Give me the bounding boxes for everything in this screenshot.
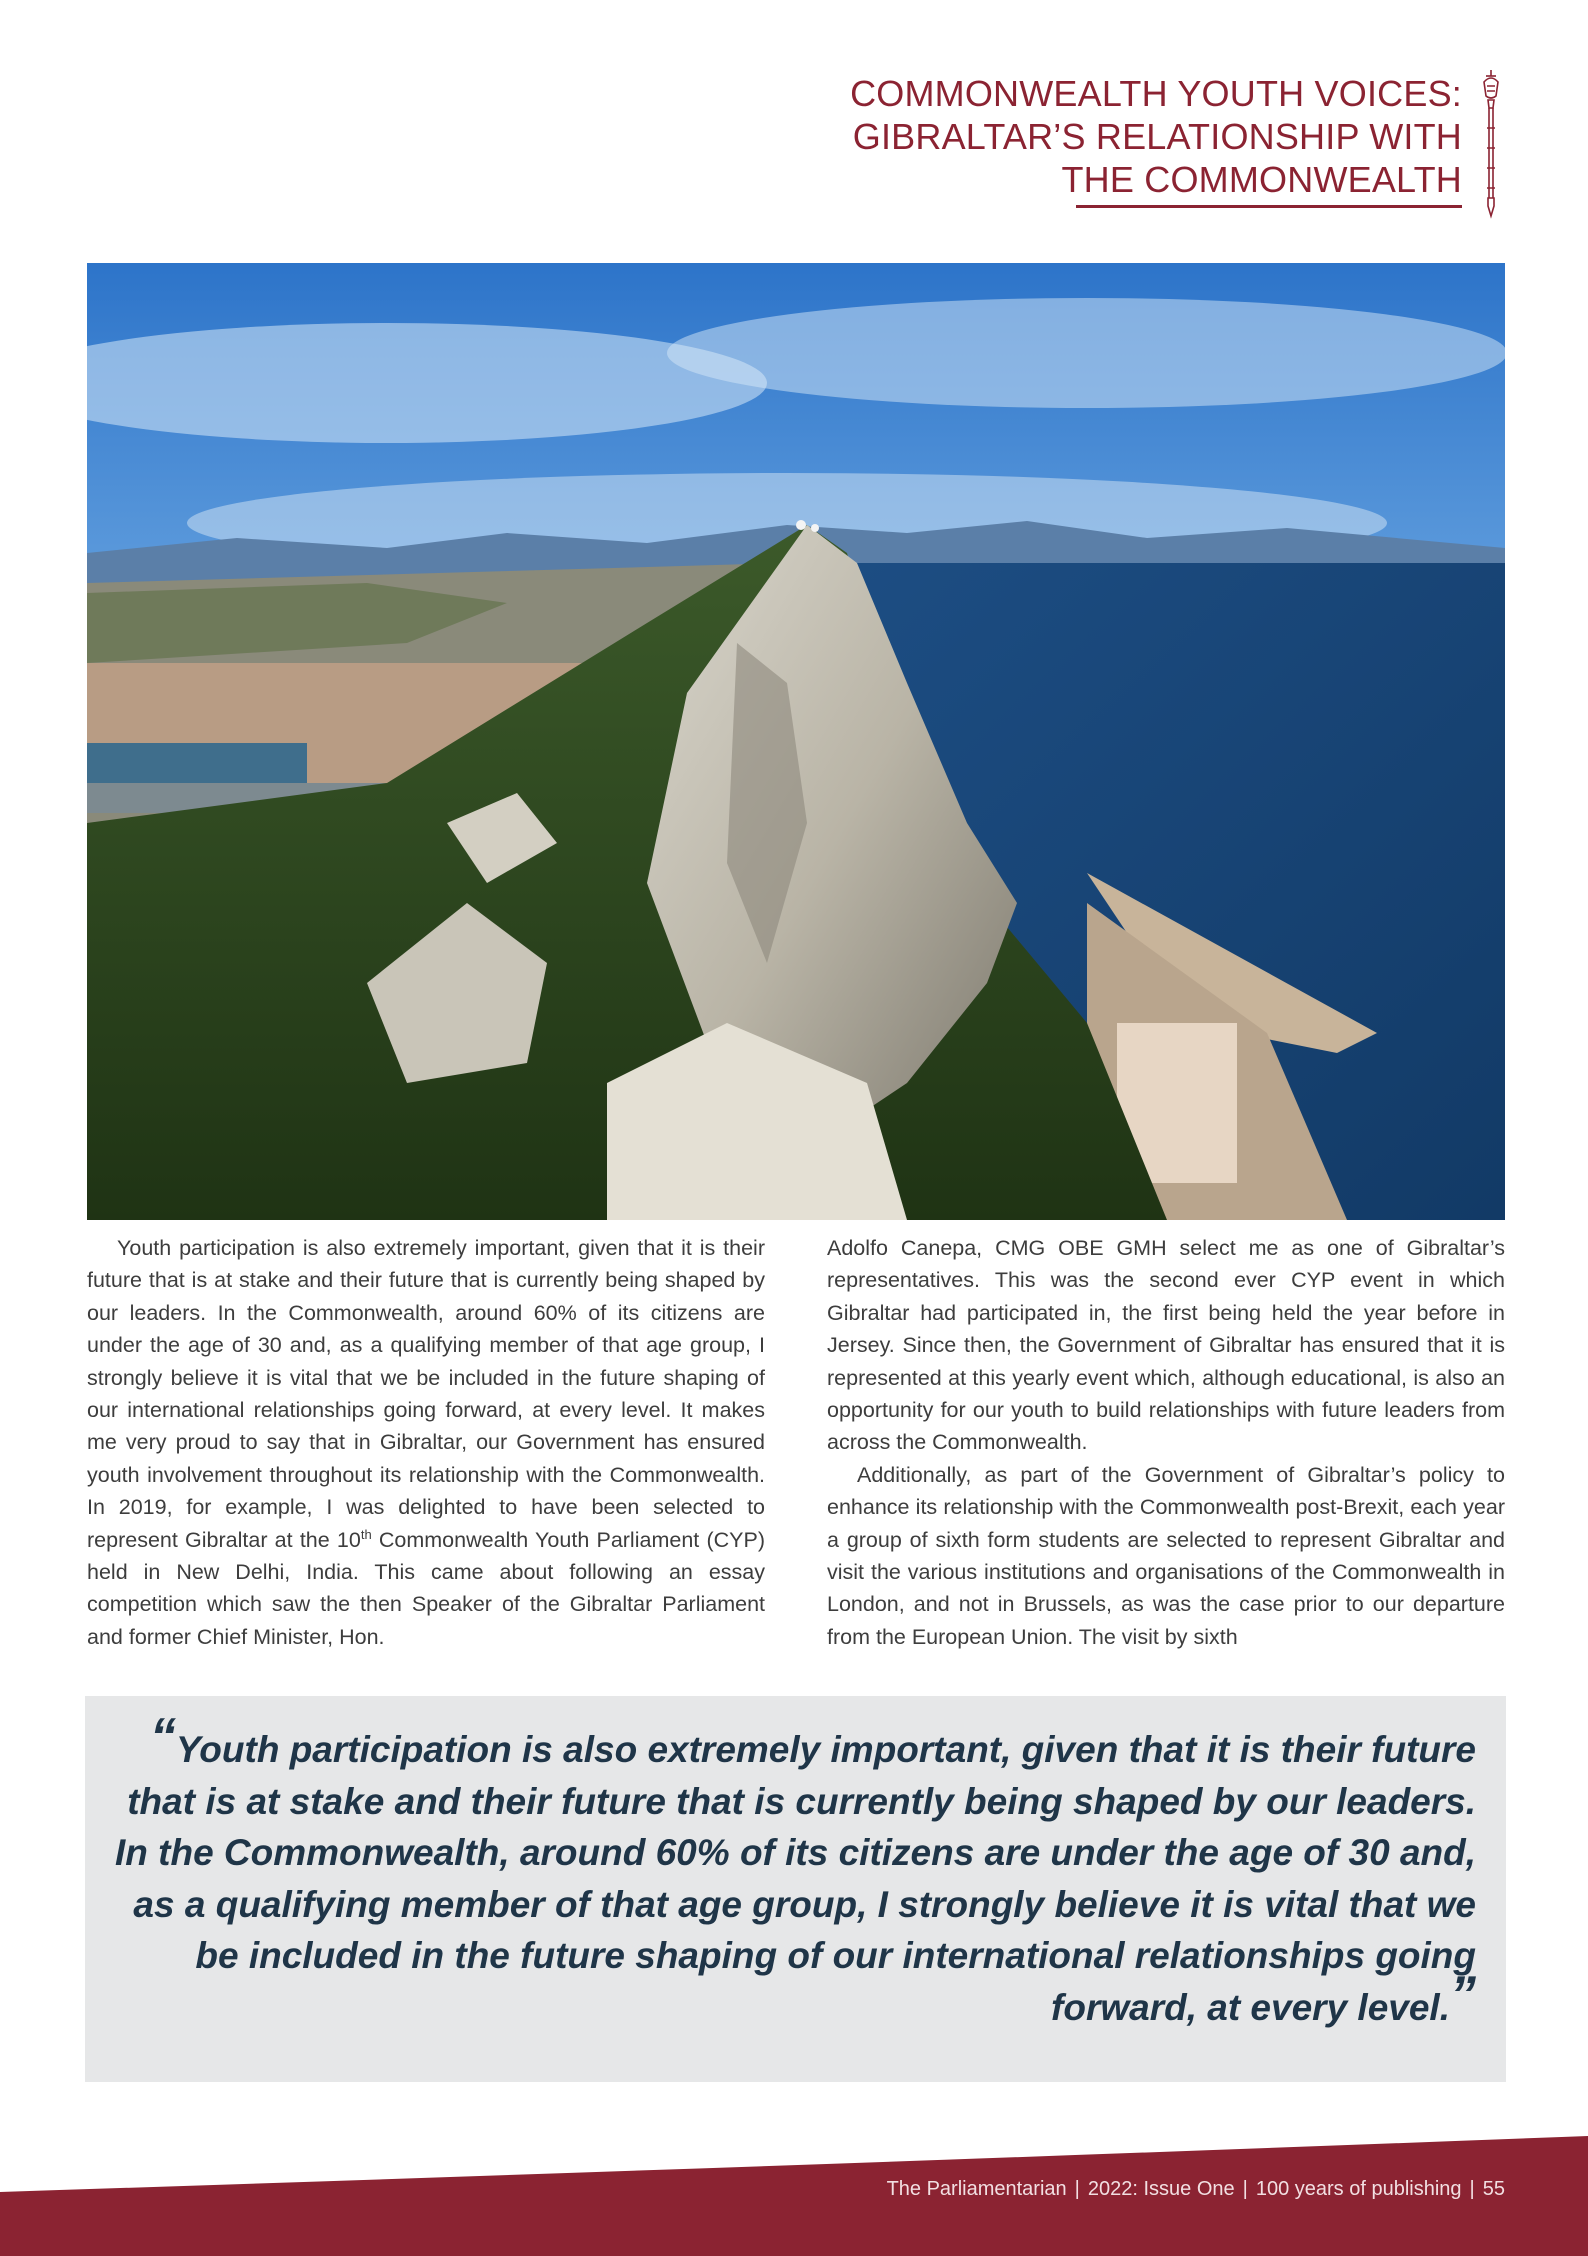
header-title-line-3: THE COMMONWEALTH (1061, 159, 1462, 200)
article-header (850, 72, 1462, 201)
header-title-line-2: GIBRALTAR’S RELATIONSHIP WITH (852, 116, 1462, 157)
body-column-right (827, 1232, 1505, 1653)
issue-label: 2022: Issue One (1087, 2178, 1235, 2200)
footer-separator: | (1469, 2178, 1475, 2200)
body-paragraph (87, 1232, 765, 1653)
pull-quote-text (96, 1708, 1476, 2033)
body-text-segment: Commonwealth Youth Parliament (CYP) held in New Delhi, India. This came about following an essay competition which saw the then Speaker of the Gibraltar Parliament and former Chief Minister, Hon. (87, 1527, 765, 1649)
body-paragraph: Adolfo Canepa, CMG OBE GMH select me as one of Gibraltar’s representatives. This was the second ever CYP event in which Gibraltar had participated in, the first being held the year before in Jersey. Since then, the Government of Gibraltar has ensured that it is represented at this yearly event which, although educational, is also an opportunity for our youth to build relationships with future leaders from across the Commonwealth. (827, 1236, 1505, 1455)
body-column-left (87, 1232, 765, 1653)
body-paragraph: Additionally, as part of the Government of Gibraltar’s policy to enhance its relationship with the Commonwealth post-Brexit, each year a group of sixth form students are selected to represent Gibraltar and visit the various institutions and organisations of the Commonwealth in London, and not in Brussels, as was the case prior to our departure from the European Union. The visit by sixth (827, 1462, 1505, 1649)
mace-icon (1478, 68, 1504, 220)
close-quote-mark: ” (1450, 1965, 1476, 2024)
header-underline (1076, 205, 1462, 208)
publication-name: The Parliamentarian (886, 2178, 1067, 2200)
header-title-line-1: COMMONWEALTH YOUTH VOICES: (850, 73, 1462, 114)
gibraltar-rock-photo (87, 263, 1505, 1220)
pull-quote-body: Youth participation is also extremely important, given that it is their future that is at stake and their future that is currently being shaped by our leaders. In the Commonwealth, around 60% of its citizens are under the age of 30 and, as a qualifying member of that age group, I strongly believe it is vital that we be included in the future shaping of our international relationships going forward, at every level. (114, 1729, 1476, 2028)
landscape-illustration (87, 263, 1505, 1220)
footer-credits (887, 2178, 1505, 2201)
page-number: 55 (1482, 2178, 1505, 2200)
footer-separator: | (1242, 2178, 1248, 2200)
pull-quote (85, 1696, 1506, 2082)
publication-tagline: 100 years of publishing (1255, 2178, 1462, 2200)
body-text-segment: Youth participation is also extremely important, given that it is their future that is at stake and their future that is currently being shaped by our leaders. In the Commonwealth, around 60% of its citizens are under the age of 30 and, as a qualifying member of that age group, I strongly believe it is vital that we be included in the future shaping of our international relationships going forward, at every level. It makes me very proud to say that in Gibraltar, our Government has ensured youth involvement throughout its relationship with the Commonwealth. In 2019, for example, I was delighted to have been selected to represent Gibraltar at the 10 (87, 1236, 765, 1552)
footer-band (0, 2096, 1588, 2256)
open-quote-mark: “ (149, 1708, 176, 1766)
ordinal-suffix: th (360, 1526, 372, 1542)
footer-separator: | (1074, 2178, 1080, 2200)
